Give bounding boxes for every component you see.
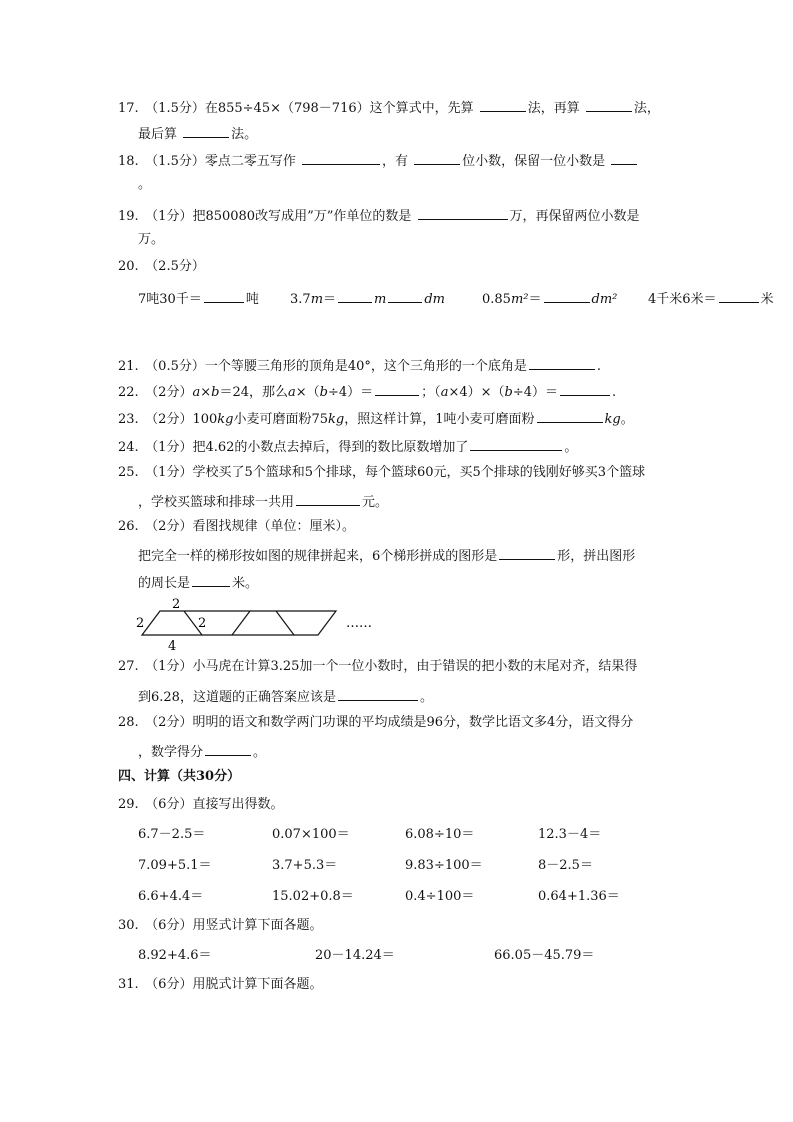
q22-blank-1[interactable] xyxy=(375,381,419,396)
q29-title: 29. （6分）直接写出得数。 xyxy=(118,797,284,812)
q22-blank-2[interactable] xyxy=(560,381,610,396)
q29-item-4: 12.3－4＝ xyxy=(538,827,602,842)
q25-blank[interactable] xyxy=(296,491,360,506)
fig-label-mid: 2 xyxy=(198,616,207,631)
section-4-heading: 四、计算（共30分） xyxy=(118,769,241,784)
q29-item-12: 0.64+1.36＝ xyxy=(538,889,620,904)
trapezoid-outline xyxy=(142,611,336,635)
q18-blank-1[interactable] xyxy=(302,150,380,165)
q26-line3: 的周长是 米。 xyxy=(138,572,258,593)
q25-line2: ，学校买篮球和排球一共用 元。 xyxy=(138,491,388,512)
q18-blank-3[interactable] xyxy=(611,150,637,165)
q17-line2: 最后算 法。 xyxy=(138,123,257,144)
q17-blank-1[interactable] xyxy=(480,97,526,112)
q20-blank-4[interactable] xyxy=(544,288,590,303)
q24-blank[interactable] xyxy=(470,436,562,451)
q27-blank[interactable] xyxy=(338,686,418,701)
fig-label-bottom: 4 xyxy=(168,639,177,654)
q27-line2: 到6.28，这道题的正确答案应该是 。 xyxy=(138,686,433,707)
fig-ellipsis: …… xyxy=(346,616,372,631)
q20-item-4: 4千米6米＝ 米 xyxy=(648,288,774,309)
q28-line2: ，数学得分 。 xyxy=(138,741,266,762)
q28-blank-2[interactable] xyxy=(205,741,251,756)
q29-item-10: 15.02+0.8＝ xyxy=(272,889,354,904)
q29-item-3: 6.08÷10＝ xyxy=(405,827,475,842)
q30-item-3: 66.05－45.79＝ xyxy=(494,948,595,963)
q28-line1: 28. （2分）明明的语文和数学两门功课的平均成绩是96分，数学比语文多4分，语文得分 xyxy=(118,715,634,730)
q26-blank-1[interactable] xyxy=(499,545,555,560)
q26-line2: 把完全一样的梯形按如图的规律拼起来，6个梯形拼成的图形是 形，拼出图形 xyxy=(138,545,635,566)
q20-blank-1[interactable] xyxy=(204,288,244,303)
q19-line1: 19. （1分）把850080改写成用”万”作单位的数是 万，再保留两位小数是 xyxy=(118,205,640,226)
q29-item-11: 0.4÷100＝ xyxy=(405,889,475,904)
q19-line2: 万。 xyxy=(138,232,165,247)
q29-item-2: 0.07×100＝ xyxy=(272,827,350,842)
trapezoid-pattern-figure xyxy=(136,594,396,654)
q26-line1: 26. （2分）看图找规律（单位：厘米）。 xyxy=(118,519,355,534)
q25-line1: 25. （1分）学校买了5个篮球和5个排球，每个篮球60元，买5个排球的钱刚好够买3个篮球 xyxy=(118,465,646,480)
q17-line1: 17. （1.5分）在855÷45×（798－716）这个算式中，先算 法，再算 法， xyxy=(118,97,660,118)
q31-title: 31. （6分）用脱式计算下面各题。 xyxy=(118,977,323,992)
q29-item-9: 6.6+4.4＝ xyxy=(138,889,204,904)
q20-title: 20. （2.5分） xyxy=(118,259,205,274)
q20-blank-3[interactable] xyxy=(388,288,422,303)
q30-item-2: 20－14.24＝ xyxy=(315,948,395,963)
q27-line1: 27. （1分）小马虎在计算3.25加一个一位小数时，由于错误的把小数的末尾对齐，结果得 xyxy=(118,659,638,674)
q18-line2: 。 xyxy=(138,177,152,192)
q17-blank-2[interactable] xyxy=(586,97,632,112)
q29-item-1: 6.7－2.5＝ xyxy=(138,827,206,842)
q30-title: 30. （6分）用竖式计算下面各题。 xyxy=(118,918,323,933)
fig-label-left: 2 xyxy=(136,616,145,631)
q20-item-1: 7吨30千＝ 吨 xyxy=(138,288,259,309)
q29-item-5: 7.09+5.1＝ xyxy=(138,858,212,873)
q29-item-7: 9.83÷100＝ xyxy=(405,858,483,873)
q23-blank[interactable] xyxy=(537,408,603,423)
q29-item-6: 3.7+5.3＝ xyxy=(272,858,338,873)
q20-blank-2[interactable] xyxy=(338,288,372,303)
q18-blank-2[interactable] xyxy=(414,150,460,165)
q30-item-1: 8.92+4.6＝ xyxy=(138,948,212,963)
q20-blank-5[interactable] xyxy=(719,288,759,303)
q29-item-8: 8－2.5＝ xyxy=(538,858,593,873)
q23-line: 23. （2分）100kg小麦可磨面粉75kg，照这样计算，1吨小麦可磨面粉 kg。 xyxy=(118,408,634,429)
q20-item-2: 3.7m＝ m dm xyxy=(290,288,445,309)
q24-line: 24. （1分）把4.62的小数点去掉后，得到的数比原数增加了 。 xyxy=(118,436,577,457)
q21-line: 21. （0.5分）一个等腰三角形的顶角是40°，这个三角形的一个底角是 . xyxy=(118,355,601,376)
q18-line1: 18. （1.5分）零点二零五写作 ，有 位小数，保留一位小数是 xyxy=(118,150,639,171)
q17-blank-3[interactable] xyxy=(183,123,229,138)
trapezoid-divider-2 xyxy=(232,611,250,635)
q21-blank[interactable] xyxy=(529,355,595,370)
q20-item-3: 0.85m²＝ dm² xyxy=(482,288,617,309)
q26-blank-2[interactable] xyxy=(192,572,230,587)
q22-line: 22. （2分）a×b＝24，那么a×（b÷4）＝ ；（a×4）×（b÷4）＝ . xyxy=(118,381,616,402)
fig-label-top: 2 xyxy=(172,597,181,612)
trapezoid-pattern-svg xyxy=(136,594,396,654)
trapezoid-divider-3 xyxy=(276,611,294,635)
q19-blank-1[interactable] xyxy=(418,205,508,220)
